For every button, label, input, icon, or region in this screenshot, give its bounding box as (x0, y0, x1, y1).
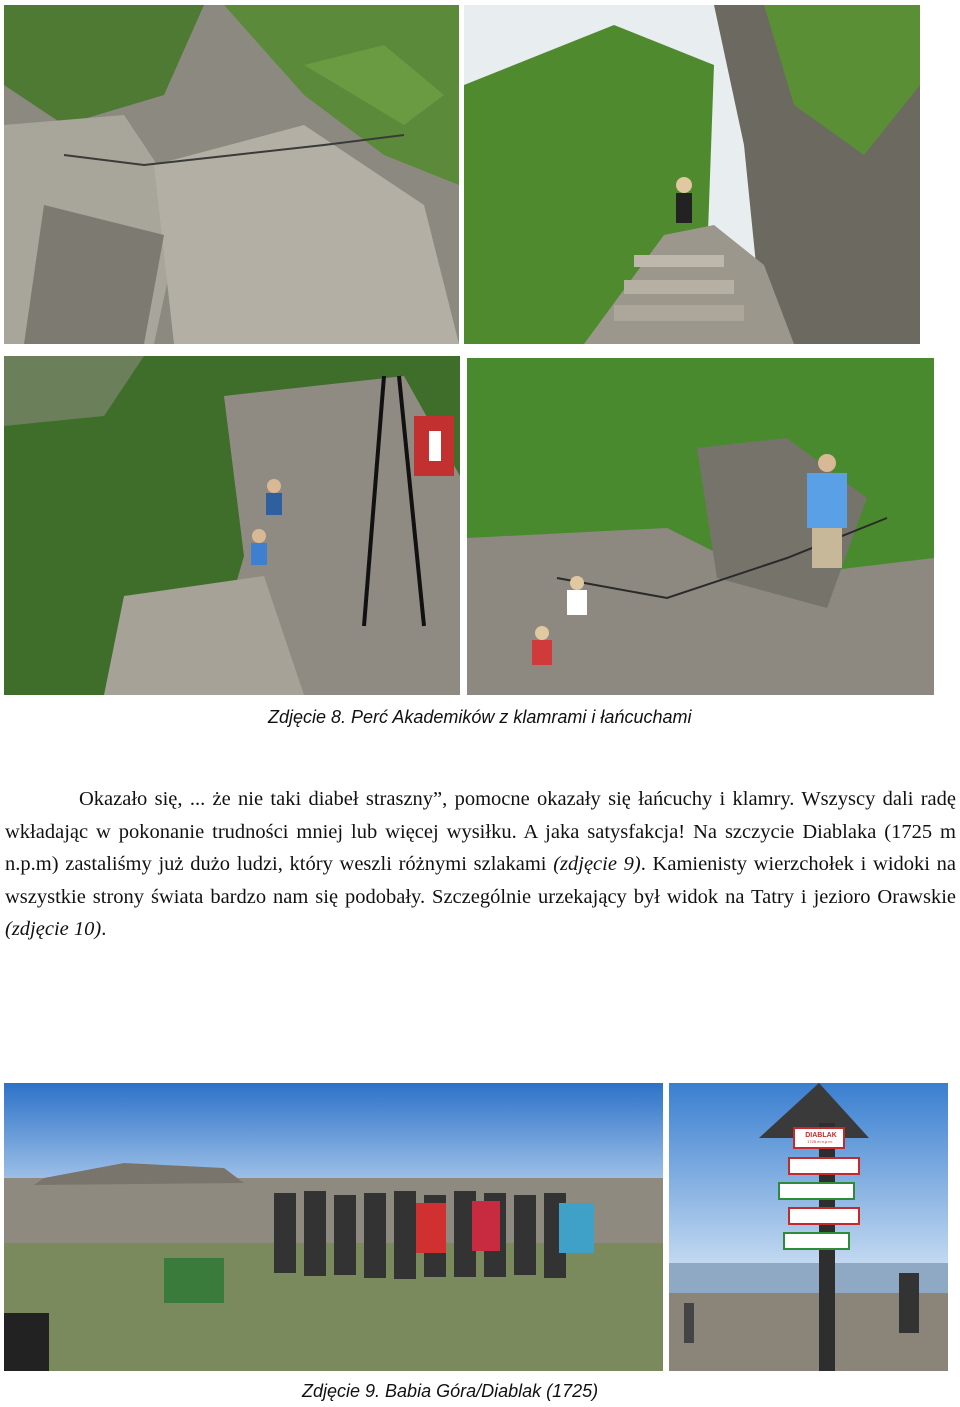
photo-10-reference: (zdjęcie 10) (5, 918, 102, 941)
signpost-top-sublabel: 1725 m n.p.m. (807, 1139, 833, 1144)
photo-summit-signpost (669, 1083, 948, 1371)
paragraph-text-2: . Kamienisty wierzchołek i widoki na wszystkie strony świata bardzo nam się podobały. Szczególnie urzekający był widok na Tatry i jezioro Orawskie (5, 853, 957, 908)
photo-hiker-on-chained-rock (467, 358, 934, 695)
photo-stone-steps-trail (464, 5, 920, 344)
photo-group-photo-on-summit (4, 1083, 663, 1371)
body-paragraph (5, 783, 956, 946)
signpost-top-label: DIABLAK (805, 1132, 837, 1139)
paragraph-text-3: . (101, 918, 107, 941)
photo-rock-face-with-chains (4, 5, 459, 344)
paragraph-text-1: Okazało się, ... że nie taki diabeł straszny”, pomocne okazały się łańcuchy i klamry. Wszyscy dali radę wkładając w pokonanie trudności mniej lub więcej wysiłku. A jaka satysfakcja! Na szczycie Diablaka (1725 m n.p.m) zastaliśmy już dużo ludzi, który weszli różnymi szlakami (5, 788, 956, 876)
figure-8-caption: Zdjęcie 8. Perć Akademików z klamrami i łańcuchami (268, 707, 692, 727)
photo-climbers-on-chains-from-above (4, 356, 460, 695)
figure-9-caption: Zdjęcie 9. Babia Góra/Diablak (1725) (302, 1381, 599, 1401)
photo-9-reference: (zdjęcie 9) (553, 853, 641, 876)
